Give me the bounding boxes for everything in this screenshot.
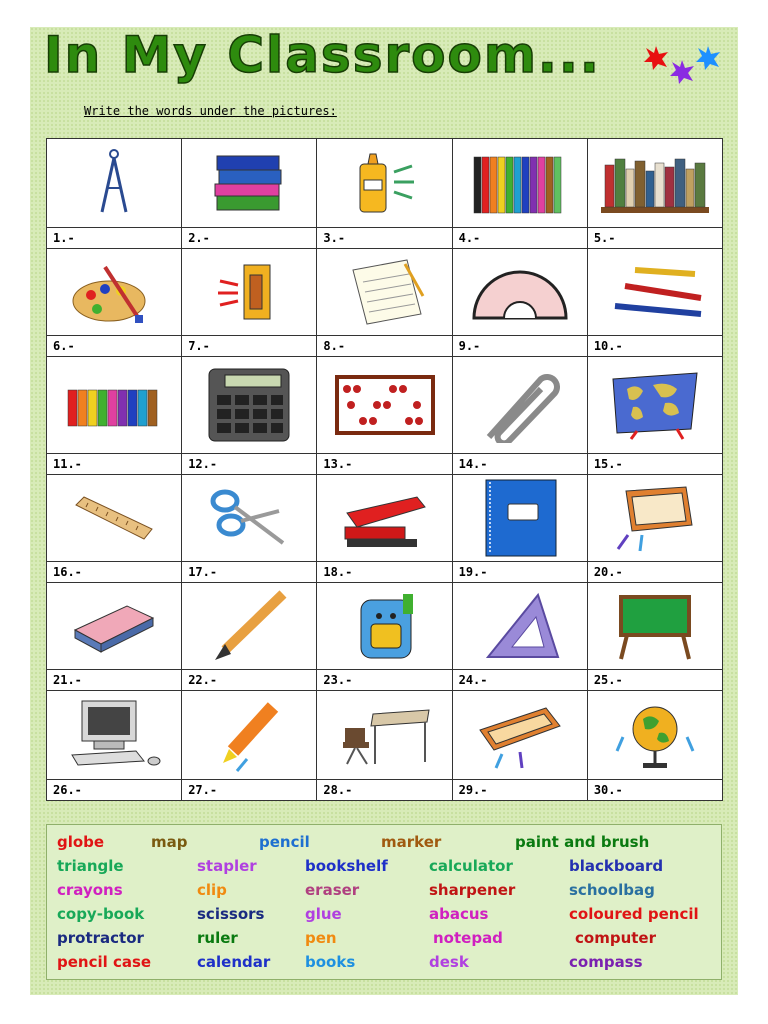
item-number: 5.- <box>588 227 722 248</box>
word-bank-item: ruler <box>197 929 238 947</box>
item-number: 16.- <box>47 561 181 582</box>
item-number: 15.- <box>588 453 722 474</box>
protractor-icon <box>453 249 587 335</box>
grid-cell <box>317 357 452 475</box>
item-number: 25.- <box>588 669 722 690</box>
grid-row <box>47 475 723 583</box>
grid-cell <box>453 691 588 801</box>
calendar-icon <box>588 475 722 561</box>
grid-cell <box>317 139 452 249</box>
item-number: 2.- <box>182 227 316 248</box>
word-bank-item: schoolbag <box>569 881 655 899</box>
crayons-icon <box>47 357 181 453</box>
grid-cell <box>588 249 723 357</box>
word-bank-item: calendar <box>197 953 271 971</box>
sharpener-icon <box>182 249 316 335</box>
item-number: 14.- <box>453 453 587 474</box>
word-bank-item: globe <box>57 833 105 851</box>
grid-cell <box>182 139 317 249</box>
pencil-case-icon <box>453 691 587 779</box>
grid-cell <box>453 139 588 249</box>
item-number: 7.- <box>182 335 316 356</box>
word-bank-item: desk <box>429 953 469 971</box>
abacus-icon <box>317 357 451 453</box>
grid-cell <box>47 583 182 691</box>
grid-cell <box>47 475 182 583</box>
word-bank-item: sharpener <box>429 881 516 899</box>
grid-cell <box>588 691 723 801</box>
item-number: 21.- <box>47 669 181 690</box>
globe-icon <box>588 691 722 779</box>
item-number: 30.- <box>588 779 722 800</box>
grid-cell <box>317 249 452 357</box>
word-bank-item: map <box>151 833 188 851</box>
word-bank-item: clip <box>197 881 227 899</box>
word-bank-item: coloured pencil <box>569 905 699 923</box>
grid-cell <box>182 357 317 475</box>
word-bank-item: computer <box>575 929 656 947</box>
grid-cell <box>47 249 182 357</box>
grid-row <box>47 357 723 475</box>
item-number: 22.- <box>182 669 316 690</box>
copy-book-icon <box>453 475 587 561</box>
eraser-icon <box>47 583 181 669</box>
word-bank-item: abacus <box>429 905 489 923</box>
item-number: 19.- <box>453 561 587 582</box>
marker-icon <box>182 691 316 779</box>
word-bank-item: blackboard <box>569 857 664 875</box>
grid-cell <box>453 249 588 357</box>
word-bank-item: pencil <box>259 833 310 851</box>
scissors-icon <box>182 475 316 561</box>
grid-row <box>47 583 723 691</box>
grid-cell <box>317 475 452 583</box>
grid-cell <box>453 357 588 475</box>
word-bank-item: calculator <box>429 857 513 875</box>
pencil-icon <box>182 583 316 669</box>
word-bank-item: triangle <box>57 857 124 875</box>
word-bank-item: books <box>305 953 356 971</box>
picture-grid <box>46 138 723 801</box>
grid-cell <box>47 357 182 475</box>
grid-cell <box>47 691 182 801</box>
grid-cell <box>453 475 588 583</box>
blackboard-icon <box>588 583 722 669</box>
instruction-text: Write the words under the pictures: <box>84 104 337 118</box>
word-bank-item: notepad <box>433 929 503 947</box>
grid-cell <box>317 691 452 801</box>
triangle-icon <box>453 583 587 669</box>
clip-icon <box>453 357 587 453</box>
item-number: 28.- <box>317 779 451 800</box>
grid-cell <box>182 691 317 801</box>
calculator-icon <box>182 357 316 453</box>
paint-and-brush-icon <box>47 249 181 335</box>
grid-cell <box>588 357 723 475</box>
item-number: 26.- <box>47 779 181 800</box>
word-bank-item: bookshelf <box>305 857 388 875</box>
item-number: 12.- <box>182 453 316 474</box>
word-bank-item: paint and brush <box>515 833 650 851</box>
grid-cell <box>588 475 723 583</box>
item-number: 9.- <box>453 335 587 356</box>
ruler-icon <box>47 475 181 561</box>
grid-cell <box>182 249 317 357</box>
item-number: 13.- <box>317 453 451 474</box>
word-bank-item: pencil case <box>57 953 152 971</box>
worksheet-title: In My Classroom... <box>44 26 601 84</box>
item-number: 20.- <box>588 561 722 582</box>
grid-cell <box>317 583 452 691</box>
grid-row <box>47 139 723 249</box>
notepad-icon <box>317 249 451 335</box>
word-bank-item: marker <box>381 833 442 851</box>
word-bank-item: stapler <box>197 857 257 875</box>
stapler-icon <box>317 475 451 561</box>
item-number: 10.- <box>588 335 722 356</box>
item-number: 4.- <box>453 227 587 248</box>
decorative-stars-icon <box>636 38 736 94</box>
item-number: 3.- <box>317 227 451 248</box>
word-bank-item: compass <box>569 953 643 971</box>
grid-cell <box>47 139 182 249</box>
item-number: 6.- <box>47 335 181 356</box>
word-bank-item: pen <box>305 929 337 947</box>
computer-icon <box>47 691 181 779</box>
desk-icon <box>317 691 451 779</box>
item-number: 23.- <box>317 669 451 690</box>
item-number: 1.- <box>47 227 181 248</box>
word-bank-item: crayons <box>57 881 123 899</box>
word-bank-item: scissors <box>197 905 265 923</box>
grid-cell <box>453 583 588 691</box>
coloured-pencils-icon <box>453 139 587 227</box>
item-number: 24.- <box>453 669 587 690</box>
item-number: 18.- <box>317 561 451 582</box>
item-number: 29.- <box>453 779 587 800</box>
grid-cell <box>588 583 723 691</box>
word-bank <box>46 824 722 980</box>
pens-icon <box>588 249 722 335</box>
word-bank-item: glue <box>305 905 342 923</box>
grid-cell <box>182 583 317 691</box>
glue-icon <box>317 139 451 227</box>
compass-icon <box>47 139 181 227</box>
word-bank-item: protractor <box>57 929 144 947</box>
item-number: 17.- <box>182 561 316 582</box>
item-number: 27.- <box>182 779 316 800</box>
grid-cell <box>182 475 317 583</box>
word-bank-item: copy-book <box>57 905 145 923</box>
grid-row <box>47 249 723 357</box>
item-number: 11.- <box>47 453 181 474</box>
bookshelf-icon <box>588 139 722 227</box>
schoolbag-icon <box>317 583 451 669</box>
grid-cell <box>588 139 723 249</box>
grid-row <box>47 691 723 801</box>
books-icon <box>182 139 316 227</box>
map-icon <box>588 357 722 453</box>
word-bank-item: eraser <box>305 881 360 899</box>
item-number: 8.- <box>317 335 451 356</box>
